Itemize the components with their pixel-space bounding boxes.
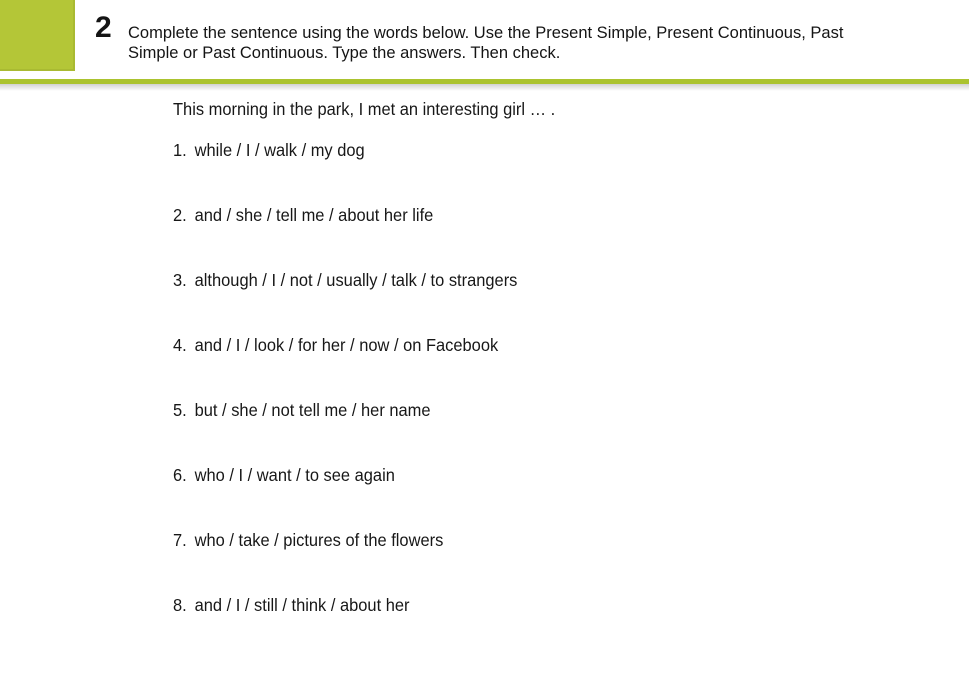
- intro-sentence-text: This morning in the park, I met an interesting girl … .: [173, 99, 556, 119]
- item-number: 4.: [173, 335, 187, 355]
- item-prompt: and / I / look / for her / now / on Facebook: [194, 335, 499, 355]
- prompt-list: [173, 138, 939, 617]
- intro-sentence: [173, 97, 939, 121]
- item-number: 2.: [173, 205, 187, 225]
- exercise-body: [173, 84, 939, 617]
- list-item: [173, 528, 939, 552]
- item-number: 1.: [173, 140, 187, 160]
- list-item: [173, 203, 939, 227]
- item-number: 6.: [173, 465, 187, 485]
- item-prompt: although / I / not / usually / talk / to strangers: [194, 270, 518, 290]
- item-prompt: while / I / walk / my dog: [194, 140, 365, 160]
- list-item: [173, 268, 939, 292]
- exercise-header: [0, 0, 969, 79]
- item-number: 7.: [173, 530, 187, 550]
- item-prompt: but / she / not tell me / her name: [194, 400, 431, 420]
- item-prompt: and / she / tell me / about her life: [194, 205, 434, 225]
- item-prompt: who / take / pictures of the flowers: [194, 530, 444, 550]
- list-item: [173, 398, 939, 422]
- exercise-instructions: Complete the sentence using the words below. Use the Present Simple, Present Continuous, Past Simple or Past Continuous. Type the answers. Then check.: [128, 24, 844, 62]
- accent-square: [0, 0, 75, 71]
- item-number: 3.: [173, 270, 187, 290]
- item-prompt: who / I / want / to see again: [194, 465, 395, 485]
- list-item: [173, 463, 939, 487]
- list-item: [173, 138, 939, 162]
- item-number: 5.: [173, 400, 187, 420]
- item-number: 8.: [173, 595, 187, 615]
- list-item: [173, 333, 939, 357]
- exercise-number: 2: [95, 11, 111, 44]
- list-item: [173, 593, 939, 617]
- item-prompt: and / I / still / think / about her: [194, 595, 410, 615]
